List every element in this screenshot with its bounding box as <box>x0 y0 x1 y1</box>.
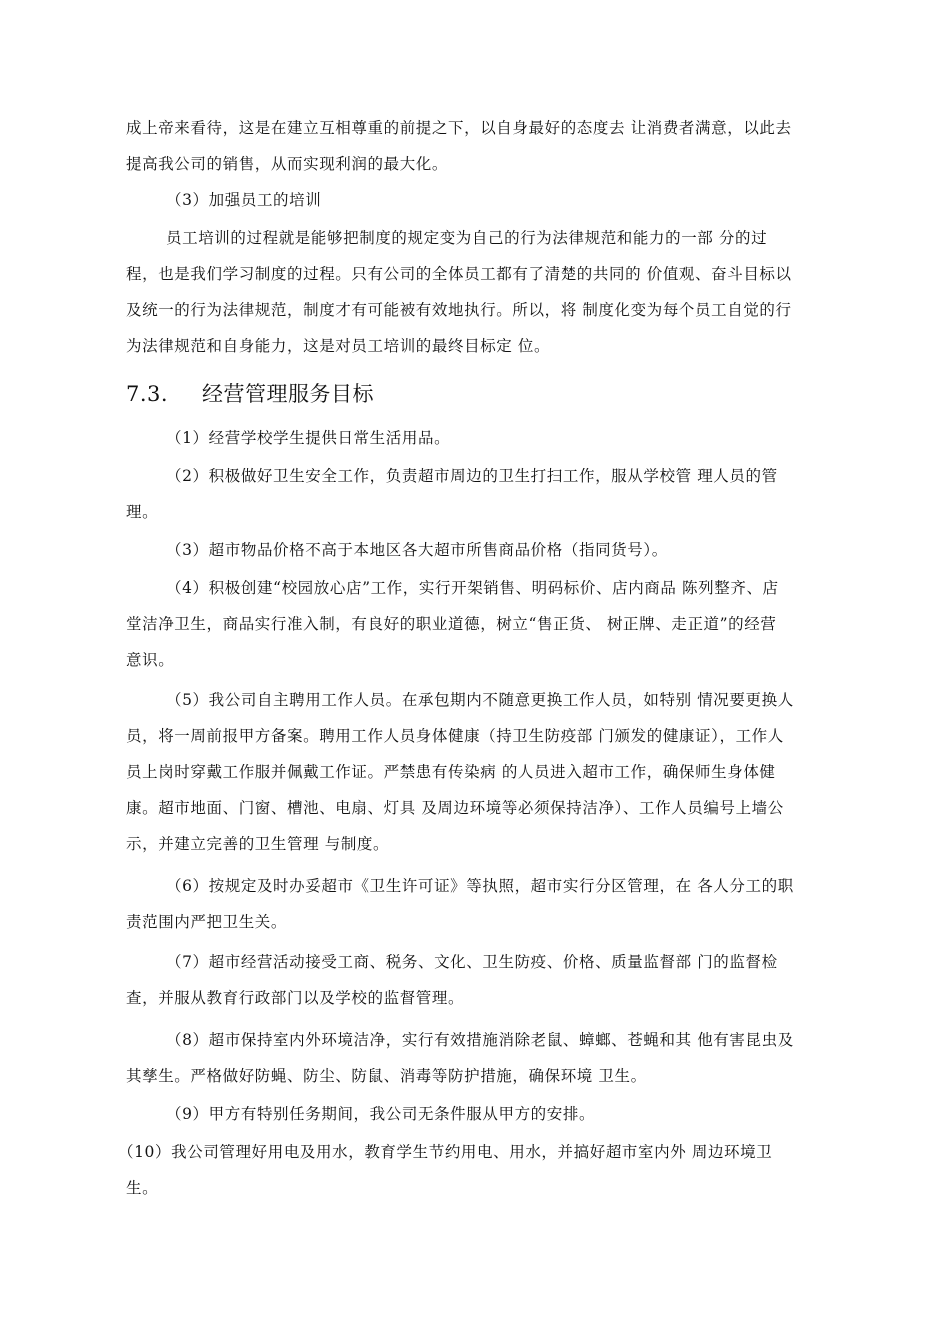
item-8-line-1: （8）超市保持室内外环境洁净，实行有效措施消除老鼠、蟑螂、苍蝇和其 他有害昆虫及 <box>166 1031 794 1049</box>
item-6-line-2: 责范围内严把卫生关。 <box>126 913 288 931</box>
intro-line-2: 提高我公司的销售，从而实现利润的最大化。 <box>126 155 449 173</box>
item-7 <box>126 944 838 1016</box>
training-line-3: 及统一的行为法律规范，制度才有可能被有效地执行。所以，将 制度化变为每个员工自觉的行 <box>126 301 792 319</box>
item-3-line-1: （3）超市物品价格不高于本地区各大超市所售商品价格（指同货号）。 <box>166 541 668 559</box>
item-5-line-5: 示，并建立完善的卫生管理 与制度。 <box>126 835 390 853</box>
item-6 <box>126 868 838 940</box>
item-1-line-1: （1）经营学校学生提供日常生活用品。 <box>166 429 451 447</box>
section-title: 经营管理服务目标 <box>202 382 374 406</box>
item-4-line-1: （4）积极创建“校园放心店”工作，实行开架销售、明码标价、店内商品 陈列整齐、店 <box>166 579 779 597</box>
training-paragraph <box>126 220 838 364</box>
item-5-line-1: （5）我公司自主聘用工作人员。在承包期内不随意更换工作人员，如特别 情况要更换人 <box>166 691 794 709</box>
item-6-line-1: （6）按规定及时办妥超市《卫生许可证》等执照，超市实行分区管理，在 各人分工的职 <box>166 877 794 895</box>
item-5-line-2: 员，将一周前报甲方备案。聘用工作人员身体健康（持卫生防疫部 门颁发的健康证），工作人 <box>126 727 784 745</box>
item-4 <box>126 570 838 678</box>
intro-paragraph <box>126 110 838 182</box>
training-line-1: 员工培训的过程就是能够把制度的规定变为自己的行为法律规范和能力的一部 分的过 <box>166 229 768 247</box>
item-5 <box>126 682 838 862</box>
training-line-2: 程，也是我们学习制度的过程。只有公司的全体员工都有了清楚的共同的 价值观、奋斗目标以 <box>126 265 792 283</box>
item-8-line-2: 其孳生。严格做好防蝇、防尘、防鼠、消毒等防护措施，确保环境 卫生。 <box>126 1067 647 1085</box>
item-8 <box>126 1022 838 1094</box>
item-5-line-4: 康。超市地面、门窗、槽池、电扇、灯具 及周边环境等必须保持洁净）、工作人员编号上墙公 <box>126 799 784 817</box>
item-2 <box>126 458 838 530</box>
training-title-text: （3）加强员工的培训 <box>166 191 322 209</box>
item-5-line-3: 员上岗时穿戴工作服并佩戴工作证。严禁患有传染病 的人员进入超市工作，确保师生身体健 <box>126 763 776 781</box>
item-10-line-2: 生。 <box>126 1179 159 1197</box>
section-number: 7.3. <box>126 382 169 406</box>
item-7-line-1: （7）超市经营活动接受工商、税务、文化、卫生防疫、价格、质量监督部 门的监督检 <box>166 953 778 971</box>
item-9 <box>126 1096 838 1132</box>
training-title <box>126 182 838 218</box>
item-1 <box>126 420 838 456</box>
item-10-line-1: （10）我公司管理好用电及用水，教育学生节约用电、用水，并搞好超市室内外 周边环境卫 <box>118 1143 773 1161</box>
item-4-line-3: 意识。 <box>126 651 175 669</box>
training-line-4: 为法律规范和自身能力，这是对员工培训的最终目标定 位。 <box>126 337 551 355</box>
item-9-line-1: （9）甲方有特别任务期间，我公司无条件服从甲方的安排。 <box>166 1105 596 1123</box>
item-10 <box>118 1134 842 1206</box>
intro-line-1: 成上帝来看待，这是在建立互相尊重的前提之下，以自身最好的态度去 让消费者满意，以此去 <box>126 119 792 137</box>
item-3 <box>126 532 838 568</box>
item-2-line-1: （2）积极做好卫生安全工作，负责超市周边的卫生打扫工作，服从学校管 理人员的管 <box>166 467 778 485</box>
item-2-line-2: 理。 <box>126 503 159 521</box>
item-7-line-2: 查，并服从教育行政部门以及学校的监督管理。 <box>126 989 465 1007</box>
item-4-line-2: 堂洁净卫生，商品实行准入制，有良好的职业道德，树立“售正货、 树正牌、走正道”的经营 <box>126 615 777 633</box>
section-heading <box>126 378 838 410</box>
